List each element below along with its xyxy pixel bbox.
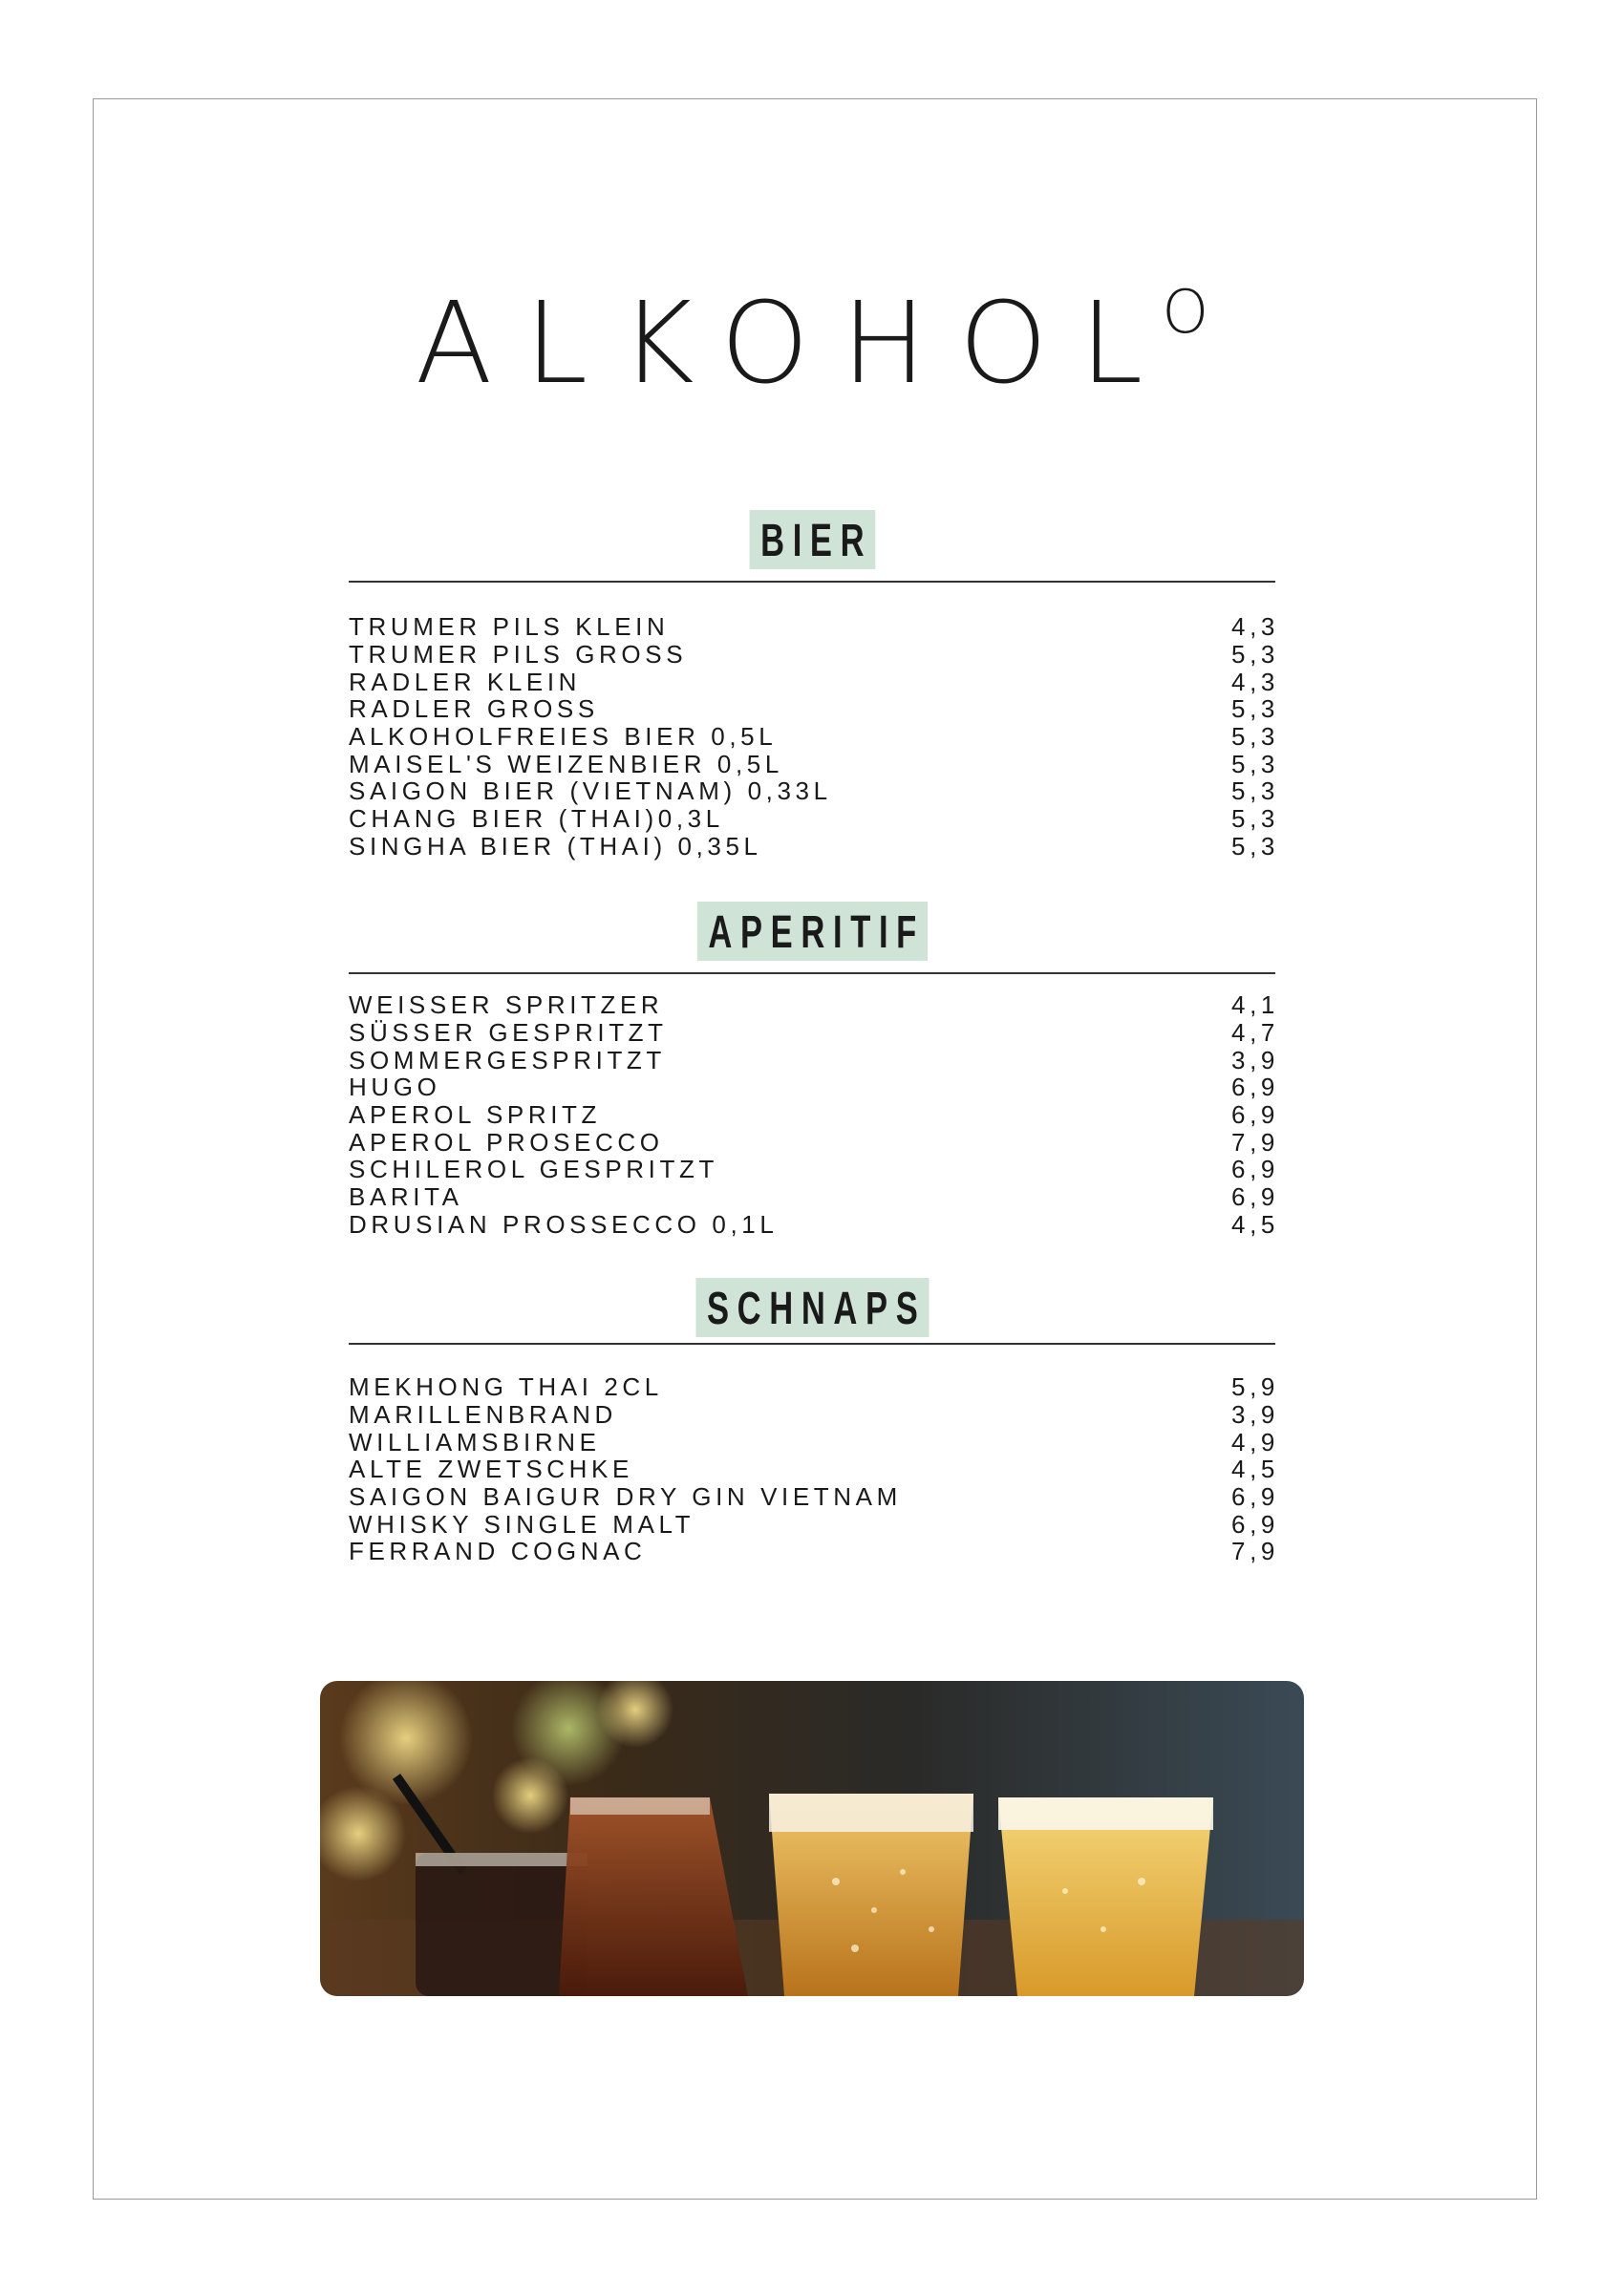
menu-item: [349, 990, 1279, 1020]
menu-item-name: WHISKY SINGLE MALT: [349, 1509, 695, 1539]
section-heading-label: APERITIF: [697, 902, 928, 961]
menu-item-name: CHANG BIER (THAI)0,3L: [349, 804, 724, 834]
menu-item-price: 4,1: [1231, 990, 1279, 1020]
menu-item-price: 4,5: [1231, 1455, 1279, 1484]
menu-item-price: 4,5: [1231, 1209, 1279, 1239]
menu-list: [349, 990, 1279, 1239]
page-title: [0, 277, 1624, 409]
menu-item: [349, 667, 1279, 696]
section-divider: [349, 972, 1275, 974]
menu-item-name: MEKHONG THAI 2CL: [349, 1372, 663, 1402]
menu-item-price: 3,9: [1231, 1045, 1279, 1074]
section-divider: [349, 581, 1275, 583]
menu-item-price: 5,9: [1231, 1372, 1279, 1402]
menu-item-name: SCHILEROL GESPRITZT: [349, 1155, 718, 1184]
menu-item-price: 7,9: [1231, 1127, 1279, 1157]
menu-item-name: WEISSER SPRITZER: [349, 990, 664, 1020]
menu-item: [349, 749, 1279, 778]
menu-item-price: 5,3: [1231, 694, 1279, 724]
menu-item-price: 5,3: [1231, 776, 1279, 806]
section-heading-label: BIER: [749, 510, 875, 569]
section-schnaps: [349, 1278, 1279, 1566]
menu-item-name: SINGHA BIER (THAI) 0,35L: [349, 831, 762, 861]
menu-item: [349, 1509, 1279, 1539]
menu-item-price: 6,9: [1231, 1100, 1279, 1130]
menu-item-price: 5,3: [1231, 640, 1279, 670]
menu-item-price: 6,9: [1231, 1182, 1279, 1212]
menu-item: [349, 1127, 1279, 1157]
menu-item-price: 5,3: [1231, 804, 1279, 834]
menu-item: [349, 1482, 1279, 1512]
menu-item-name: MAISEL'S WEIZENBIER 0,5L: [349, 749, 783, 778]
menu-item-name: RADLER GROSS: [349, 694, 599, 724]
menu-item-price: 3,9: [1231, 1400, 1279, 1430]
menu-item-price: 4,3: [1231, 667, 1279, 696]
menu-item-price: 6,9: [1231, 1155, 1279, 1184]
menu-item-price: 6,9: [1231, 1509, 1279, 1539]
menu-item-name: SAIGON BAIGUR DRY GIN VIETNAM: [349, 1482, 902, 1512]
menu-item-price: 6,9: [1231, 1073, 1279, 1102]
menu-item-price: 4,3: [1231, 612, 1279, 642]
menu-item-price: 6,9: [1231, 1482, 1279, 1512]
menu-item-name: SOMMERGESPRITZT: [349, 1045, 666, 1074]
menu-item-price: 7,9: [1231, 1537, 1279, 1566]
menu-list: [349, 612, 1279, 861]
menu-item: [349, 1073, 1279, 1102]
menu-item-name: ALKOHOLFREIES BIER 0,5L: [349, 722, 778, 752]
menu-item: [349, 1209, 1279, 1239]
menu-item: [349, 1045, 1279, 1074]
menu-item-price: 5,3: [1231, 749, 1279, 778]
section-aperitif: [349, 902, 1279, 1239]
menu-list: [349, 1372, 1279, 1566]
menu-item: [349, 1155, 1279, 1184]
menu-item: [349, 694, 1279, 724]
section-heading: [349, 1278, 1275, 1337]
menu-item: [349, 804, 1279, 834]
menu-item-name: APEROL PROSECCO: [349, 1127, 664, 1157]
menu-item-name: FERRAND COGNAC: [349, 1537, 647, 1566]
section-heading-label: SCHNAPS: [695, 1278, 929, 1337]
section-bier: [349, 510, 1279, 861]
beer-glasses-photo: [320, 1681, 1304, 1996]
menu-item: [349, 1100, 1279, 1130]
menu-item-name: TRUMER PILS KLEIN: [349, 612, 670, 642]
menu-item-name: ALTE ZWETSCHKE: [349, 1455, 633, 1484]
menu-item-name: SÜSSER GESPRITZT: [349, 1018, 668, 1048]
menu-item-name: TRUMER PILS GROSS: [349, 640, 688, 670]
menu-item: [349, 831, 1279, 861]
menu-item-name: RADLER KLEIN: [349, 667, 582, 696]
menu-item-name: BARITA: [349, 1182, 463, 1212]
menu-item: [349, 776, 1279, 806]
menu-item-price: 5,3: [1231, 722, 1279, 752]
section-divider: [349, 1343, 1275, 1345]
menu-item: [349, 1427, 1279, 1456]
menu-item: [349, 1400, 1279, 1430]
menu-item-name: MARILLENBRAND: [349, 1400, 617, 1430]
menu-item: [349, 1018, 1279, 1048]
menu-item: [349, 1372, 1279, 1402]
menu-item: [349, 1537, 1279, 1566]
menu-item-name: SAIGON BIER (VIETNAM) 0,33L: [349, 776, 832, 806]
title-degree-mark: O: [1162, 277, 1209, 347]
menu-item: [349, 640, 1279, 670]
section-heading: [349, 902, 1275, 961]
menu-item: [349, 722, 1279, 752]
menu-item: [349, 612, 1279, 642]
menu-item-price: 4,7: [1231, 1018, 1279, 1048]
menu-item: [349, 1455, 1279, 1484]
menu-item-name: HUGO: [349, 1073, 441, 1102]
section-heading: [349, 510, 1275, 569]
menu-item: [349, 1182, 1279, 1212]
title-text: ALKOHOL: [415, 277, 1176, 409]
menu-item-price: 5,3: [1231, 831, 1279, 861]
menu-item-name: DRUSIAN PROSSECCO 0,1L: [349, 1209, 779, 1239]
menu-item-name: APEROL SPRITZ: [349, 1100, 601, 1130]
menu-item-price: 4,9: [1231, 1427, 1279, 1456]
menu-item-name: WILLIAMSBIRNE: [349, 1427, 601, 1456]
